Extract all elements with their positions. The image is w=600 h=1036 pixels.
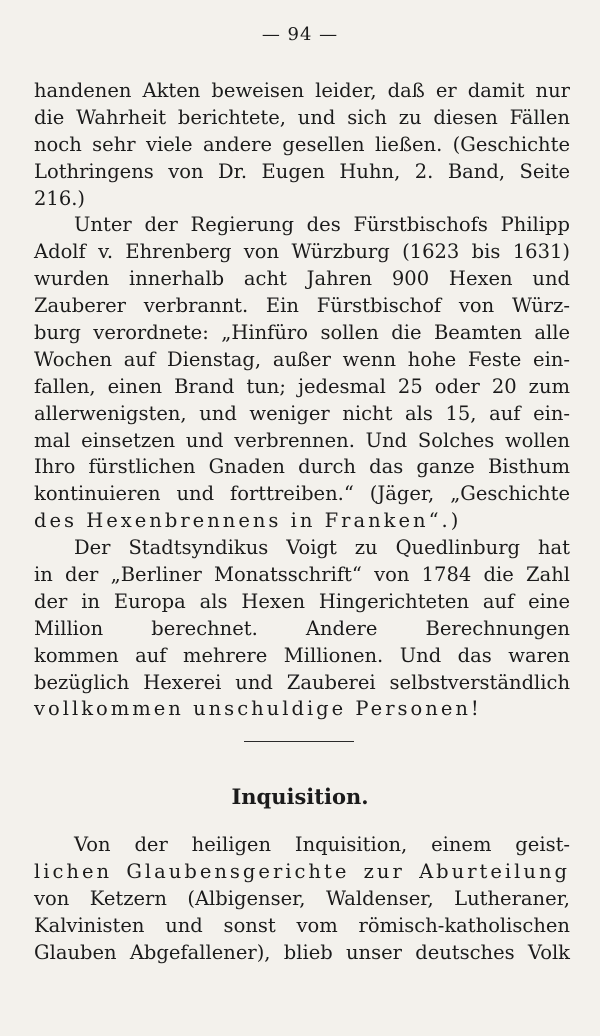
- text-line: vollkommen unschuldige Personen!: [34, 697, 482, 721]
- text-line: 216.): [34, 186, 86, 210]
- text-line: mal einsetzen und verbrennen. Und Solches wollen: [34, 428, 570, 452]
- text-line: Ihro fürstlichen Gnaden durch das ganze Bisthum: [34, 455, 570, 479]
- body-text-section-1: [34, 78, 570, 723]
- section-divider: [244, 741, 354, 742]
- text-line: des Hexenbrennens in Franken“.): [34, 509, 462, 533]
- text-line: kommen auf mehrere Millionen. Und das waren: [34, 643, 570, 667]
- text-line: Million berechnet. Andere Berechnungen: [34, 616, 570, 640]
- section-heading: Inquisition.: [231, 784, 369, 809]
- text-line: Kalvinisten und sonst vom römisch-katholischen: [34, 913, 570, 937]
- text-line: noch sehr viele andere gesellen ließen. (Geschichte: [34, 132, 570, 156]
- text-line: Von der heiligen Inquisition, einem geist-: [74, 833, 570, 856]
- text-line: kontinuieren und forttreiben.“ (Jäger, „Geschichte: [34, 482, 570, 506]
- text-line: Unter der Regierung des Fürstbischofs Philipp: [74, 213, 570, 237]
- text-line: fallen, einen Brand tun; jedesmal 25 oder 20 zum: [34, 374, 570, 398]
- text-line: Lothringens von Dr. Eugen Huhn, 2. Band, Seite: [34, 159, 570, 183]
- text-line: die Wahrheit berichtete, und sich zu diesen Fällen: [34, 105, 570, 129]
- text-line: allerwenigsten, und weniger nicht als 15, auf ein-: [34, 401, 570, 425]
- text-line: der in Europa als Hexen Hingerichteten auf eine: [34, 589, 570, 613]
- page-number: — 94 —: [261, 24, 339, 45]
- text-line: von Ketzern (Albigenser, Waldenser, Lutheraner,: [34, 886, 570, 910]
- text-line: Adolf v. Ehrenberg von Würzburg (1623 bis 1631): [34, 240, 570, 264]
- text-line: burg verordnete: „Hinfüro sollen die Beamten alle: [34, 321, 570, 345]
- text-line: handenen Akten beweisen leider, daß er damit nur: [34, 79, 570, 102]
- text-line: Der Stadtsyndikus Voigt zu Quedlinburg hat: [74, 536, 570, 560]
- text-line: Zauberer verbrannt. Ein Fürstbischof von Würz-: [34, 294, 570, 318]
- body-text-section-2: [34, 832, 570, 966]
- text-line: bezüglich Hexerei und Zauberei selbstverständlich: [34, 670, 570, 694]
- text-line: lichen Glaubensgerichte zur Aburteilung: [34, 859, 570, 883]
- text-line: Glauben Abgefallener), blieb unser deutsches Volk: [34, 940, 570, 964]
- text-line: in der „Berliner Monatsschrift“ von 1784 die Zahl: [34, 563, 570, 587]
- text-line: wurden innerhalb acht Jahren 900 Hexen und: [34, 267, 570, 291]
- text-line: Wochen auf Dienstag, außer wenn hohe Feste ein-: [34, 347, 570, 371]
